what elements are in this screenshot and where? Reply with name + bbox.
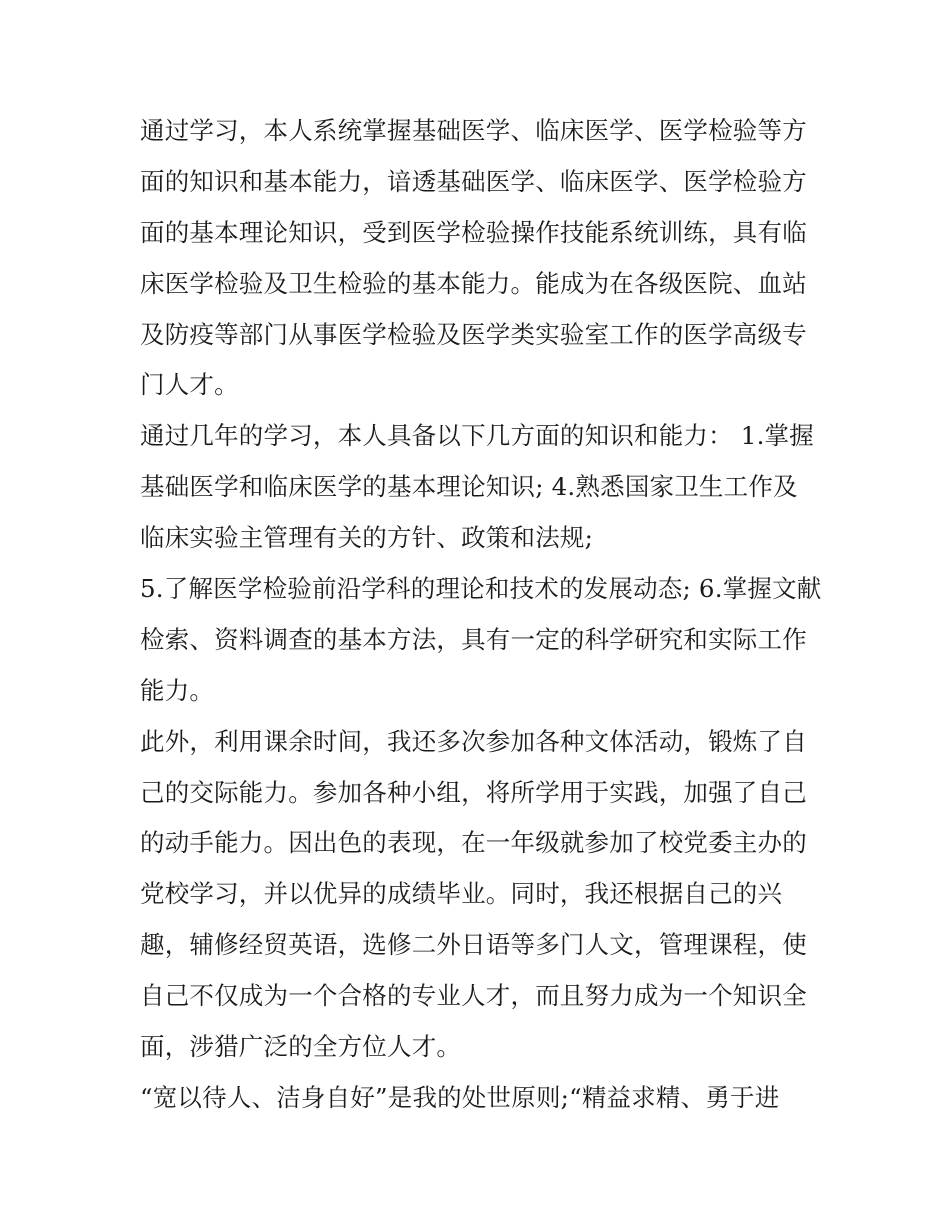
- text-line: 5.了解医学检验前沿学科的理论和技术的发展动态; 6.掌握文献: [140, 574, 822, 604]
- text-line: 面的知识和基本能力，谙透基础医学、临床医学、医学检验方: [140, 166, 807, 196]
- text-line: 通过几年的学习，本人具备以下几方面的知识和能力： 1.掌握: [140, 421, 814, 451]
- document-body: [140, 106, 822, 1124]
- text-line: 及防疫等部门从事医学检验及医学类实验室工作的医学高级专: [140, 319, 807, 349]
- text-line: 床医学检验及卫生检验的基本能力。能成为在各级医院、血站: [140, 268, 807, 298]
- text-line: 的动手能力。因出色的表现，在一年级就参加了校党委主办的: [140, 828, 807, 858]
- text-line: 面，涉猎广泛的全方位人才。: [140, 1032, 462, 1062]
- text-line: 临床实验主管理有关的方针、政策和法规;: [140, 523, 594, 553]
- text-line: 党校学习，并以优异的成绩毕业。同时，我还根据自己的兴: [140, 879, 783, 909]
- text-line: 自己不仅成为一个合格的专业人才，而且努力成为一个知识全: [140, 981, 807, 1011]
- text-line: 趣，辅修经贸英语，选修二外日语等多门人文，管理课程，使: [140, 930, 807, 960]
- text-line: “宽以待人、洁身自好”是我的处世原则;“精益求精、勇于进: [140, 1082, 780, 1112]
- text-line: 通过学习，本人系统掌握基础医学、临床医学、医学检验等方: [140, 116, 807, 145]
- text-line: 此外，利用课余时间，我还多次参加各种文体活动，锻炼了自: [140, 726, 807, 756]
- text-line: 面的基本理论知识，受到医学检验操作技能系统训练，具有临: [140, 217, 807, 247]
- text-line: 己的交际能力。参加各种小组，将所学用于实践，加强了自己: [140, 777, 807, 807]
- text-line: 检索、资料调查的基本方法，具有一定的科学研究和实际工作: [140, 624, 807, 654]
- text-line: 能力。: [140, 675, 215, 705]
- text-line: 门人才。: [140, 370, 239, 400]
- text-line: 基础医学和临床医学的基本理论知识; 4.熟悉国家卫生工作及: [140, 472, 798, 502]
